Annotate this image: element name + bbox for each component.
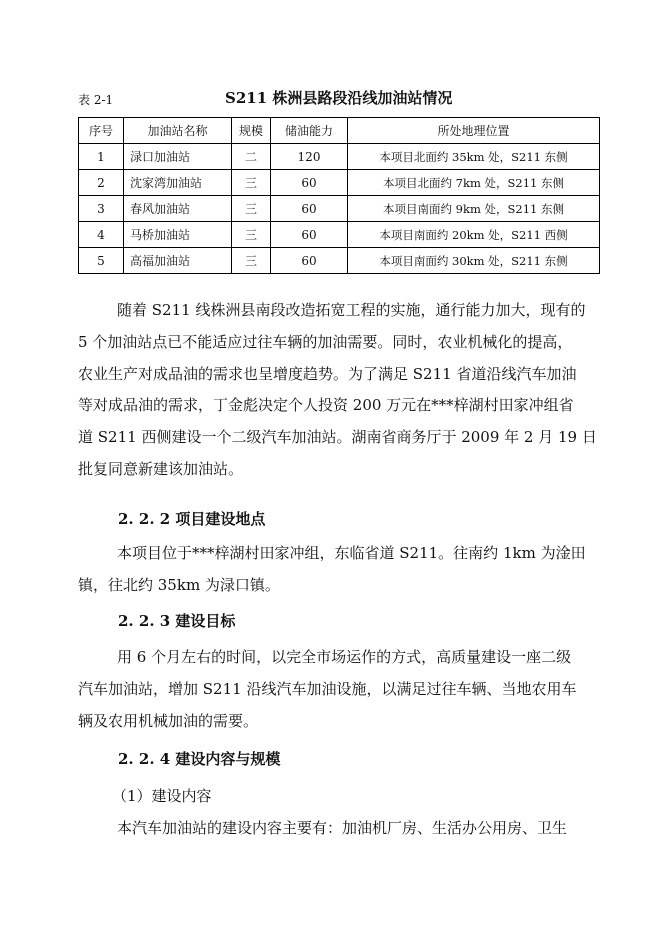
table-row xyxy=(79,144,600,170)
paragraph-line: 汽车加油站，增加 S211 沿线汽车加油设施，以满足过往车辆、当地农用车 xyxy=(78,679,577,698)
cell-capacity: 60 xyxy=(271,222,348,248)
paragraph-line: 随着 S211 线株洲县南段改造拓宽工程的实施，通行能力加大，现有的 xyxy=(117,301,586,319)
paragraph-line: 等对成品油的需求，丁金彪决定个人投资 200 万元在***梓湖村田家冲组省 xyxy=(78,396,574,415)
cell-name: 春风加油站 xyxy=(124,196,232,222)
cell-location: 本项目南面约 20km 处，S211 西侧 xyxy=(348,222,600,248)
table-header-row xyxy=(79,118,600,144)
cell-location: 本项目南面约 30km 处，S211 东侧 xyxy=(348,248,600,274)
cell-index: 2 xyxy=(79,170,124,196)
table-row xyxy=(79,222,600,248)
gas-station-table xyxy=(78,117,600,274)
paragraph-line: 辆及农用机械加油的需要。 xyxy=(78,711,259,730)
cell-scale: 二 xyxy=(232,144,271,170)
table-row xyxy=(79,196,600,222)
cell-scale: 三 xyxy=(232,170,271,196)
cell-capacity: 60 xyxy=(271,170,348,196)
subheading-construction-content: （1）建设内容 xyxy=(112,787,212,805)
section-heading-location: 2. 2. 2 项目建设地点 xyxy=(118,510,266,528)
cell-index: 3 xyxy=(79,196,124,222)
cell-name: 渌口加油站 xyxy=(124,144,232,170)
cell-index: 4 xyxy=(79,222,124,248)
cell-capacity: 120 xyxy=(271,144,348,170)
paragraph-line: 批复同意新建该加油站。 xyxy=(78,459,244,478)
content-paragraph xyxy=(78,781,603,845)
table-title: S211 株洲县路段沿线加油站情况 xyxy=(225,89,453,107)
table-caption-label: 表 2-1 xyxy=(78,93,114,107)
location-paragraph xyxy=(78,538,603,602)
cell-name: 高福加油站 xyxy=(124,248,232,274)
section-heading-goal: 2. 2. 3 建设目标 xyxy=(118,612,236,630)
cell-scale: 三 xyxy=(232,196,271,222)
cell-scale: 三 xyxy=(232,222,271,248)
column-header-scale: 规模 xyxy=(232,118,271,144)
cell-location: 本项目北面约 35km 处，S211 东侧 xyxy=(348,144,600,170)
cell-scale: 三 xyxy=(232,248,271,274)
column-header-index: 序号 xyxy=(79,118,124,144)
cell-index: 5 xyxy=(79,248,124,274)
paragraph-line: 农业生产对成品油的需求也呈增度趋势。为了满足 S211 省道沿线汽车加油 xyxy=(78,364,577,383)
column-header-location: 所处地理位置 xyxy=(348,118,600,144)
cell-location: 本项目南面约 9km 处，S211 东侧 xyxy=(348,196,600,222)
paragraph-line: 道 S211 西侧建设一个二级汽车加油站。湖南省商务厅于 2009 年 2 月 19 日 xyxy=(78,428,597,447)
table-row xyxy=(79,248,600,274)
paragraph-line: 本汽车加油站的建设内容主要有：加油机厂房、生活办公用房、卫生 xyxy=(117,818,568,837)
cell-location: 本项目北面约 7km 处，S211 东侧 xyxy=(348,170,600,196)
cell-capacity: 60 xyxy=(271,196,348,222)
paragraph-line: 镇，往北约 35km 为渌口镇。 xyxy=(78,575,280,594)
cell-name: 沈家湾加油站 xyxy=(124,170,232,196)
paragraph-line: 用 6 个月左右的时间，以完全市场运作的方式，高质量建设一座二级 xyxy=(117,648,572,666)
cell-index: 1 xyxy=(79,144,124,170)
cell-capacity: 60 xyxy=(271,248,348,274)
background-paragraph xyxy=(78,295,603,486)
column-header-capacity: 储油能力 xyxy=(271,118,348,144)
cell-name: 马桥加油站 xyxy=(124,222,232,248)
paragraph-line: 5 个加油站点已不能适应过往车辆的加油需要。同时，农业机械化的提高， xyxy=(78,332,573,351)
section-heading-content-scale: 2. 2. 4 建设内容与规模 xyxy=(118,750,281,768)
table-row xyxy=(79,170,600,196)
paragraph-line: 本项目位于***梓湖村田家冲组，东临省道 S211。往南约 1km 为淦田 xyxy=(117,544,586,562)
column-header-name: 加油站名称 xyxy=(124,118,232,144)
goal-paragraph xyxy=(78,642,603,737)
